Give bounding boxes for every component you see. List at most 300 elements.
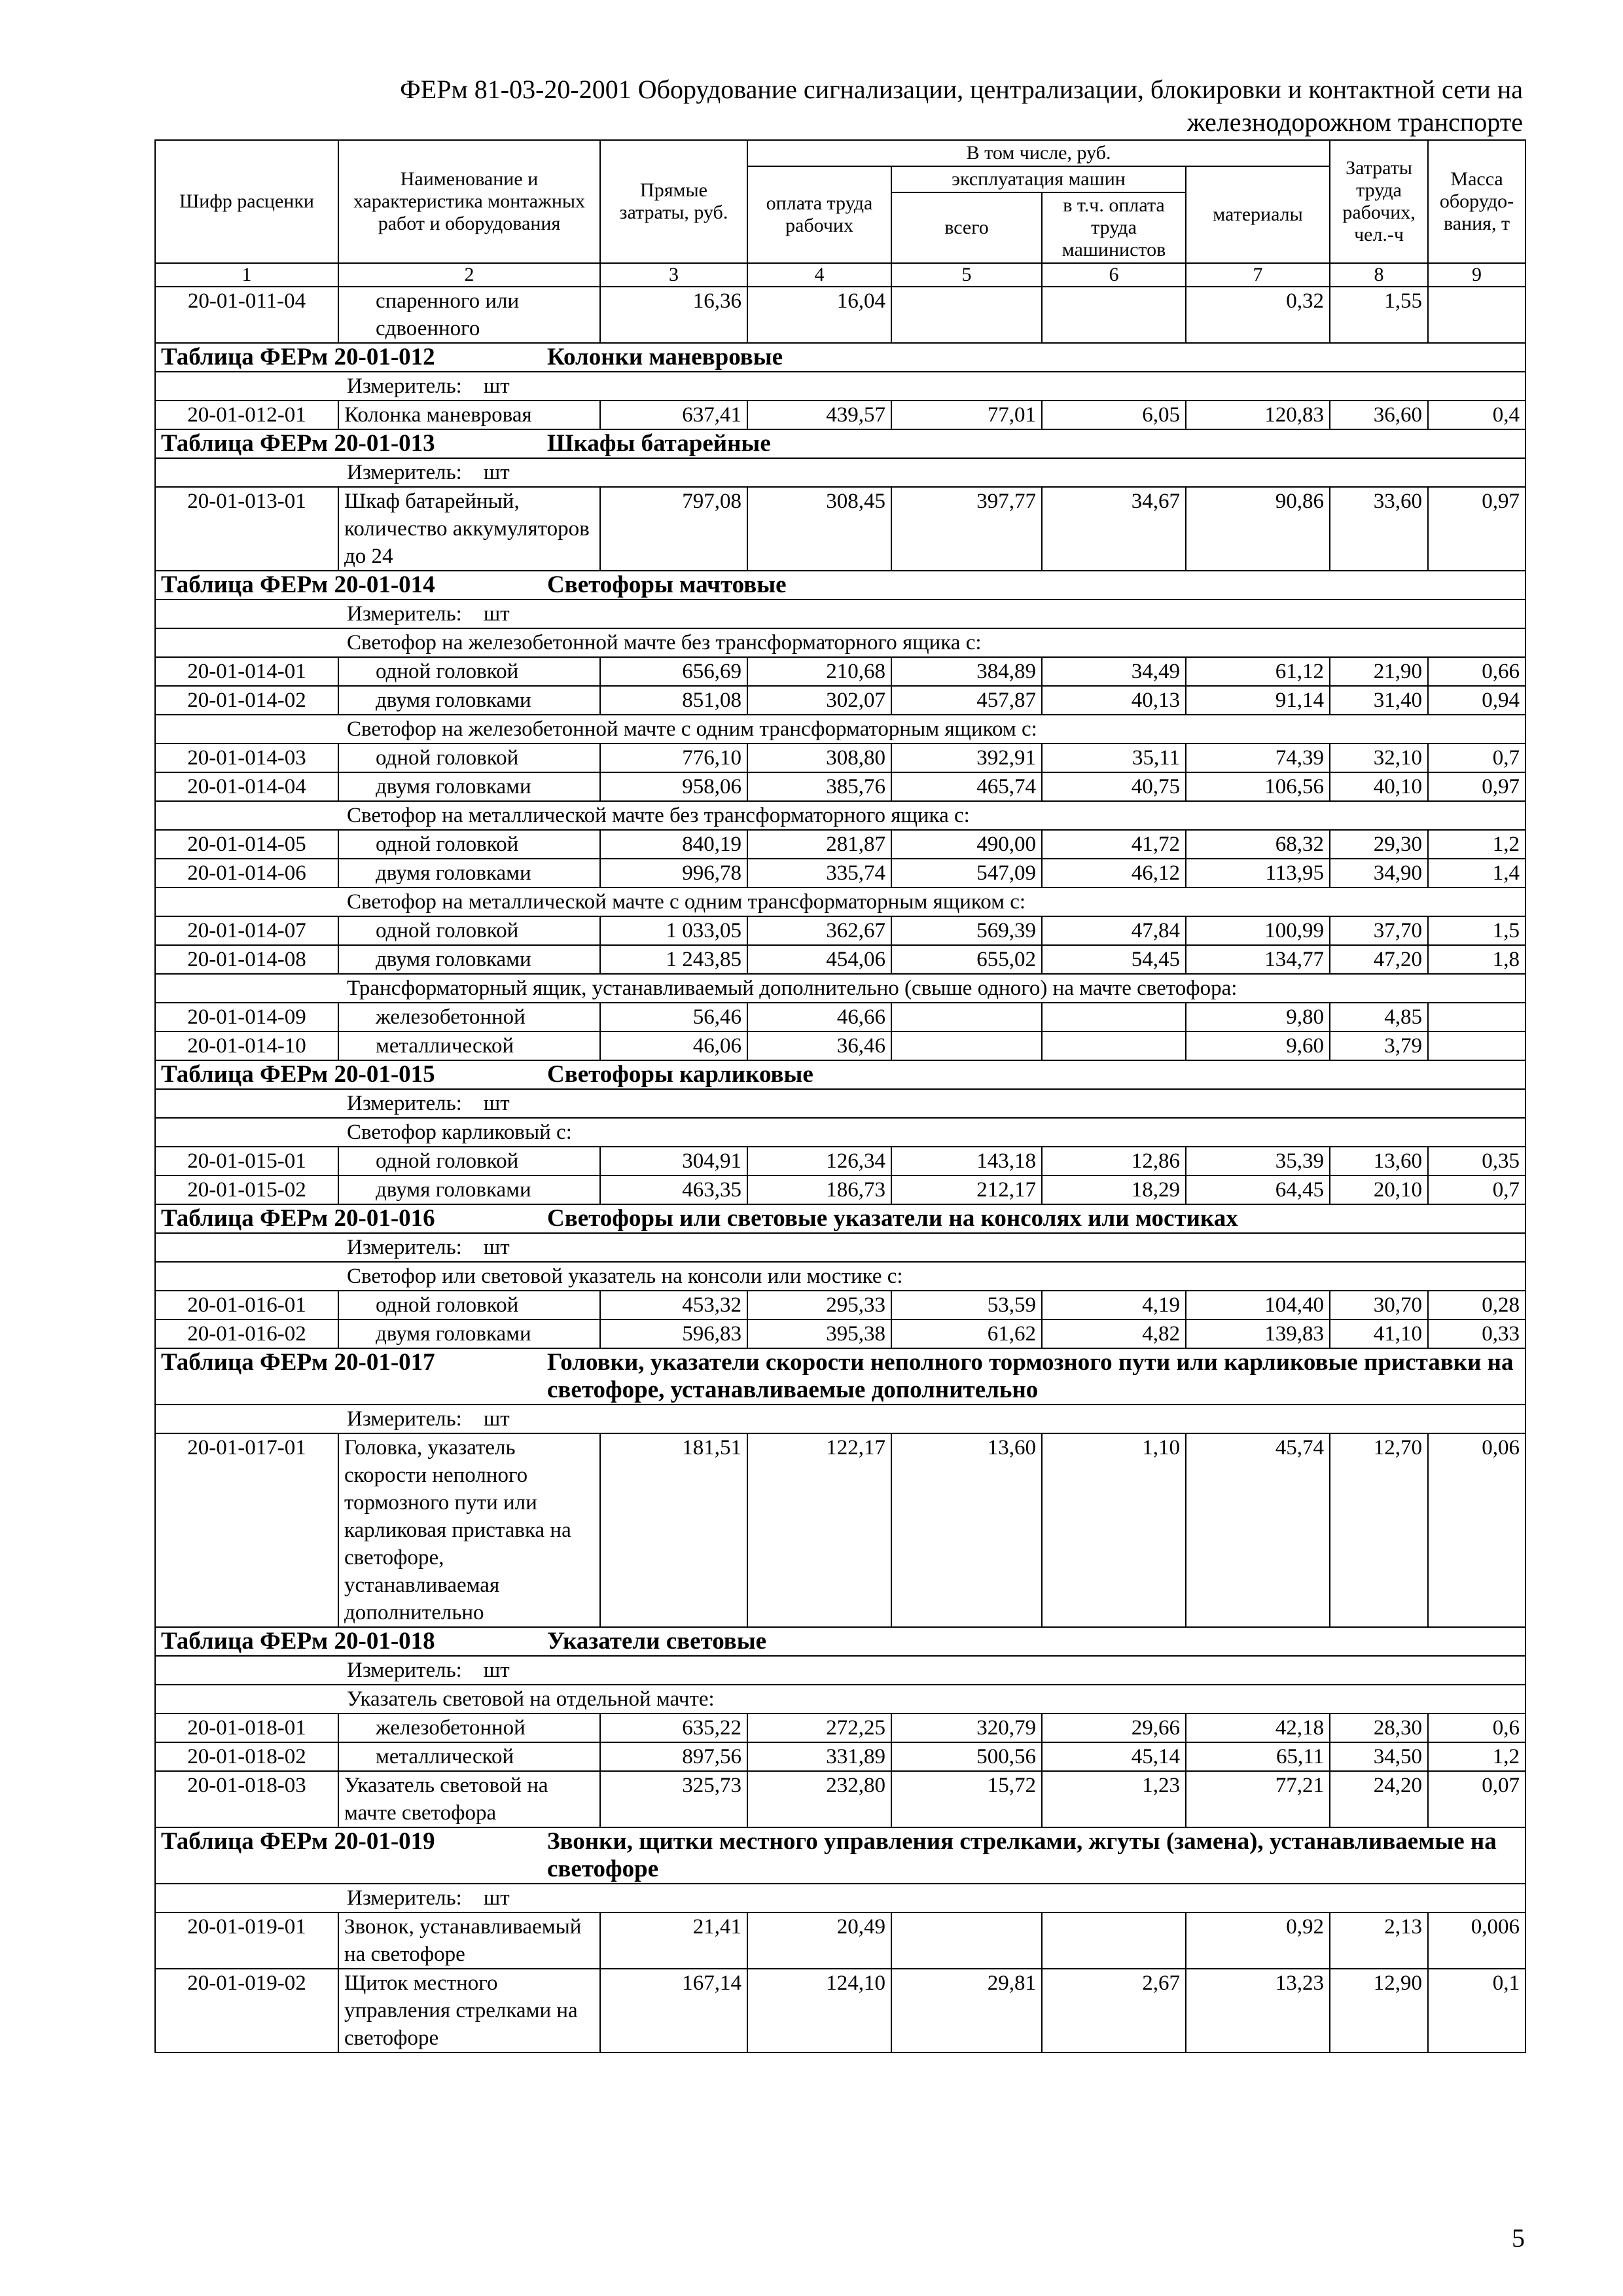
table-row — [155, 744, 1525, 772]
direct-cost: 797,08 — [600, 487, 747, 571]
measure-label: Измеритель: — [347, 602, 462, 626]
col-mass-header: Масса оборудо-вания, т — [1428, 140, 1525, 263]
materials: 9,60 — [1186, 1031, 1330, 1060]
materials: 100,99 — [1186, 916, 1330, 945]
rate-code: 20-01-014-05 — [155, 830, 338, 859]
table-title-cell — [155, 343, 1525, 372]
machines-pay: 4,82 — [1042, 1319, 1186, 1348]
measure-unit: шт — [483, 1092, 510, 1115]
table-row — [155, 1433, 1525, 1627]
labor-hours: 12,70 — [1330, 1433, 1428, 1627]
machines-total: 392,91 — [891, 744, 1042, 772]
rate-code: 20-01-014-10 — [155, 1031, 338, 1060]
subheading-row — [155, 628, 1525, 657]
direct-cost: 325,73 — [600, 1771, 747, 1827]
rate-code: 20-01-011-04 — [155, 287, 338, 343]
table-title-cell — [155, 1827, 1525, 1884]
subheading: Трансформаторный ящик, устанавливаемый дополнительно (свыше одного) на мачте светофора: — [155, 974, 1525, 1003]
measure-cell — [155, 600, 1525, 628]
direct-cost: 897,56 — [600, 1742, 747, 1771]
subheading: Светофор на металлической мачте без трансформаторного ящика с: — [155, 801, 1525, 830]
materials: 45,74 — [1186, 1433, 1330, 1627]
labor-pay: 36,46 — [747, 1031, 891, 1060]
table-row — [155, 1771, 1525, 1827]
labor-hours: 37,70 — [1330, 916, 1428, 945]
work-name: двумя головками — [338, 772, 600, 801]
subheading: Светофор на металлической мачте с одним трансформаторным ящиком с: — [155, 888, 1525, 916]
equipment-mass — [1428, 1003, 1525, 1031]
machines-pay: 40,13 — [1042, 686, 1186, 715]
machines-pay: 12,86 — [1042, 1147, 1186, 1175]
col-direct-header: Прямые затраты, руб. — [600, 140, 747, 263]
table-name: Шкафы батарейные — [547, 430, 771, 457]
table-number: Таблица ФЕРм 20-01-013 — [161, 430, 435, 457]
materials: 139,83 — [1186, 1319, 1330, 1348]
rate-code: 20-01-014-03 — [155, 744, 338, 772]
table-name: Указатели световые — [547, 1628, 767, 1655]
work-name: двумя головками — [338, 859, 600, 888]
direct-cost: 1 033,05 — [600, 916, 747, 945]
machines-pay: 34,67 — [1042, 487, 1186, 571]
work-name: железобетонной — [338, 1003, 600, 1031]
table-title-cell — [155, 1627, 1525, 1656]
measure-row — [155, 1884, 1525, 1912]
table-row — [155, 1319, 1525, 1348]
materials: 9,80 — [1186, 1003, 1330, 1031]
labor-hours: 12,90 — [1330, 1969, 1428, 2053]
direct-cost: 46,06 — [600, 1031, 747, 1060]
measure-unit: шт — [483, 602, 510, 626]
page-header — [151, 73, 1523, 139]
materials: 61,12 — [1186, 657, 1330, 686]
column-number: 8 — [1330, 263, 1428, 287]
subheading: Светофор на железобетонной мачте без трансформаторного ящика с: — [155, 628, 1525, 657]
labor-pay: 308,80 — [747, 744, 891, 772]
equipment-mass: 0,94 — [1428, 686, 1525, 715]
machines-total: 143,18 — [891, 1147, 1042, 1175]
direct-cost: 637,41 — [600, 401, 747, 429]
table-row — [155, 772, 1525, 801]
work-name: одной головкой — [338, 916, 600, 945]
table-title-cell — [155, 1060, 1525, 1089]
table-title-row — [155, 1204, 1525, 1233]
direct-cost: 463,35 — [600, 1175, 747, 1204]
labor-pay: 124,10 — [747, 1969, 891, 2053]
materials: 64,45 — [1186, 1175, 1330, 1204]
rate-code: 20-01-016-02 — [155, 1319, 338, 1348]
work-name: двумя головками — [338, 1175, 600, 1204]
table-title-row — [155, 1348, 1525, 1405]
materials: 13,23 — [1186, 1969, 1330, 2053]
table-number: Таблица ФЕРм 20-01-012 — [161, 344, 435, 370]
machines-total: 490,00 — [891, 830, 1042, 859]
column-numbers-row — [155, 263, 1525, 287]
table-title-row — [155, 343, 1525, 372]
rate-code: 20-01-019-02 — [155, 1969, 338, 2053]
direct-cost: 840,19 — [600, 830, 747, 859]
labor-hours: 2,13 — [1330, 1912, 1428, 1969]
machines-pay: 54,45 — [1042, 945, 1186, 974]
labor-pay: 335,74 — [747, 859, 891, 888]
equipment-mass: 0,66 — [1428, 657, 1525, 686]
materials: 104,40 — [1186, 1291, 1330, 1319]
direct-cost: 776,10 — [600, 744, 747, 772]
machines-pay: 1,10 — [1042, 1433, 1186, 1627]
machines-total — [891, 287, 1042, 343]
table-name: Светофоры мачтовые — [547, 571, 787, 598]
work-name: одной головкой — [338, 1291, 600, 1319]
rate-code: 20-01-012-01 — [155, 401, 338, 429]
direct-cost: 304,91 — [600, 1147, 747, 1175]
labor-pay: 302,07 — [747, 686, 891, 715]
materials: 35,39 — [1186, 1147, 1330, 1175]
labor-pay: 331,89 — [747, 1742, 891, 1771]
labor-hours: 3,79 — [1330, 1031, 1428, 1060]
materials: 91,14 — [1186, 686, 1330, 715]
rate-code: 20-01-018-02 — [155, 1742, 338, 1771]
work-name: металлической — [338, 1742, 600, 1771]
column-number: 2 — [338, 263, 600, 287]
equipment-mass: 1,2 — [1428, 1742, 1525, 1771]
table-row — [155, 1291, 1525, 1319]
machines-pay — [1042, 1031, 1186, 1060]
materials: 77,21 — [1186, 1771, 1330, 1827]
machines-pay: 29,66 — [1042, 1713, 1186, 1742]
direct-cost: 56,46 — [600, 1003, 747, 1031]
labor-hours: 30,70 — [1330, 1291, 1428, 1319]
equipment-mass: 0,7 — [1428, 744, 1525, 772]
work-name: двумя головками — [338, 945, 600, 974]
measure-row — [155, 1656, 1525, 1685]
table-number: Таблица ФЕРм 20-01-017 — [161, 1349, 435, 1376]
labor-pay: 272,25 — [747, 1713, 891, 1742]
direct-cost: 635,22 — [600, 1713, 747, 1742]
table-title — [161, 430, 1520, 457]
direct-cost: 16,36 — [600, 287, 747, 343]
machines-total: 212,17 — [891, 1175, 1042, 1204]
column-number: 1 — [155, 263, 338, 287]
machines-total: 457,87 — [891, 686, 1042, 715]
subheading-row — [155, 1118, 1525, 1147]
table-row — [155, 859, 1525, 888]
direct-cost: 851,08 — [600, 686, 747, 715]
machines-pay: 45,14 — [1042, 1742, 1186, 1771]
subheading: Светофор карликовый с: — [155, 1118, 1525, 1147]
column-number: 9 — [1428, 263, 1525, 287]
table-title-row — [155, 1060, 1525, 1089]
table-title — [161, 1061, 1520, 1088]
machines-total: 655,02 — [891, 945, 1042, 974]
machines-pay: 34,49 — [1042, 657, 1186, 686]
machines-total: 547,09 — [891, 859, 1042, 888]
subheading-row — [155, 1262, 1525, 1291]
col-materials-header: материалы — [1186, 166, 1330, 263]
labor-hours: 29,30 — [1330, 830, 1428, 859]
table-title-cell — [155, 1204, 1525, 1233]
labor-pay: 385,76 — [747, 772, 891, 801]
work-name: Щиток местного управления стрелками на светофоре — [338, 1969, 600, 2053]
labor-hours: 32,10 — [1330, 744, 1428, 772]
measure-label: Измеритель: — [347, 1407, 462, 1431]
direct-cost: 21,41 — [600, 1912, 747, 1969]
measure-cell — [155, 1656, 1525, 1685]
table-title — [161, 571, 1520, 599]
labor-hours: 21,90 — [1330, 657, 1428, 686]
table-number: Таблица ФЕРм 20-01-016 — [161, 1205, 435, 1232]
labor-pay: 454,06 — [747, 945, 891, 974]
equipment-mass: 0,97 — [1428, 487, 1525, 571]
labor-pay: 210,68 — [747, 657, 891, 686]
subheading: Светофор или световой указатель на консоли или мостике с: — [155, 1262, 1525, 1291]
equipment-mass: 1,4 — [1428, 859, 1525, 888]
labor-pay: 439,57 — [747, 401, 891, 429]
equipment-mass: 1,5 — [1428, 916, 1525, 945]
price-table — [154, 139, 1526, 2053]
rate-code: 20-01-014-02 — [155, 686, 338, 715]
work-name: двумя головками — [338, 1319, 600, 1348]
materials: 90,86 — [1186, 487, 1330, 571]
machines-total — [891, 1031, 1042, 1060]
machines-pay: 2,67 — [1042, 1969, 1186, 2053]
equipment-mass: 0,7 — [1428, 1175, 1525, 1204]
materials: 106,56 — [1186, 772, 1330, 801]
direct-cost: 996,78 — [600, 859, 747, 888]
machines-pay — [1042, 287, 1186, 343]
subheading: Указатель световой на отдельной мачте: — [155, 1685, 1525, 1713]
column-number: 3 — [600, 263, 747, 287]
work-name: одной головкой — [338, 744, 600, 772]
labor-pay: 16,04 — [747, 287, 891, 343]
rate-code: 20-01-014-06 — [155, 859, 338, 888]
measure-cell — [155, 458, 1525, 487]
machines-pay — [1042, 1912, 1186, 1969]
equipment-mass: 0,4 — [1428, 401, 1525, 429]
rate-code: 20-01-014-09 — [155, 1003, 338, 1031]
table-name: Головки, указатели скорости неполного тормозного пути или карликовые приставки на светофоре, устанавливаемые дополнительно — [547, 1349, 1514, 1403]
labor-hours: 13,60 — [1330, 1147, 1428, 1175]
measure-cell — [155, 1233, 1525, 1262]
table-row — [155, 487, 1525, 571]
measure-unit: шт — [483, 1407, 510, 1431]
work-name: одной головкой — [338, 657, 600, 686]
table-row — [155, 916, 1525, 945]
table-row — [155, 686, 1525, 715]
work-name: двумя головками — [338, 686, 600, 715]
table-number: Таблица ФЕРм 20-01-015 — [161, 1061, 435, 1088]
measure-row — [155, 1405, 1525, 1433]
measure-unit: шт — [483, 1659, 510, 1682]
machines-pay: 47,84 — [1042, 916, 1186, 945]
measure-unit: шт — [483, 461, 510, 484]
rate-code: 20-01-014-04 — [155, 772, 338, 801]
labor-hours: 40,10 — [1330, 772, 1428, 801]
table-row — [155, 657, 1525, 686]
measure-cell — [155, 1089, 1525, 1118]
direct-cost: 453,32 — [600, 1291, 747, 1319]
machines-total: 61,62 — [891, 1319, 1042, 1348]
table-name: Светофоры или световые указатели на консолях или мостиках — [547, 1205, 1238, 1232]
work-name: Звонок, устанавливаемый на светофоре — [338, 1912, 600, 1969]
measure-row — [155, 600, 1525, 628]
table-row — [155, 1742, 1525, 1771]
table-title-row — [155, 571, 1525, 600]
measure-row — [155, 1089, 1525, 1118]
measure-cell — [155, 372, 1525, 401]
measure-label: Измеритель: — [347, 1092, 462, 1115]
machines-total: 569,39 — [891, 916, 1042, 945]
table-row — [155, 1969, 1525, 2053]
col-name-header: Наименование и характеристика монтажных работ и оборудования — [338, 140, 600, 263]
machines-total — [891, 1003, 1042, 1031]
labor-hours: 34,50 — [1330, 1742, 1428, 1771]
machines-pay: 18,29 — [1042, 1175, 1186, 1204]
labor-hours: 41,10 — [1330, 1319, 1428, 1348]
table-title-row — [155, 1827, 1525, 1884]
direct-cost: 1 243,85 — [600, 945, 747, 974]
equipment-mass: 0,28 — [1428, 1291, 1525, 1319]
column-number: 5 — [891, 263, 1042, 287]
rate-code: 20-01-015-02 — [155, 1175, 338, 1204]
labor-pay: 122,17 — [747, 1433, 891, 1627]
table-row — [155, 1912, 1525, 1969]
equipment-mass: 0,07 — [1428, 1771, 1525, 1827]
measure-label: Измеритель: — [347, 461, 462, 484]
labor-pay: 126,34 — [747, 1147, 891, 1175]
subheading-row — [155, 1685, 1525, 1713]
table-number: Таблица ФЕРм 20-01-019 — [161, 1828, 435, 1855]
subheading-row — [155, 715, 1525, 744]
labor-hours: 4,85 — [1330, 1003, 1428, 1031]
table-row — [155, 401, 1525, 429]
column-number: 4 — [747, 263, 891, 287]
machines-total: 465,74 — [891, 772, 1042, 801]
table-row — [155, 287, 1525, 343]
direct-cost: 181,51 — [600, 1433, 747, 1627]
direct-cost: 167,14 — [600, 1969, 747, 2053]
measure-row — [155, 1233, 1525, 1262]
direct-cost: 596,83 — [600, 1319, 747, 1348]
materials: 113,95 — [1186, 859, 1330, 888]
machines-total: 397,77 — [891, 487, 1042, 571]
machines-total: 384,89 — [891, 657, 1042, 686]
table-name: Звонки, щитки местного управления стрелками, жгуты (замена), устанавливаемые на светофоре — [547, 1828, 1497, 1882]
table-title — [161, 1205, 1520, 1232]
table-row — [155, 945, 1525, 974]
machines-pay: 46,12 — [1042, 859, 1186, 888]
table-row — [155, 1147, 1525, 1175]
machines-pay: 4,19 — [1042, 1291, 1186, 1319]
work-name: спаренного или сдвоенного — [338, 287, 600, 343]
equipment-mass: 0,35 — [1428, 1147, 1525, 1175]
subheading-row — [155, 801, 1525, 830]
measure-row — [155, 458, 1525, 487]
measure-cell — [155, 1405, 1525, 1433]
labor-hours: 36,60 — [1330, 401, 1428, 429]
work-name: Шкаф батарейный, количество аккумуляторов до 24 — [338, 487, 600, 571]
table-title — [161, 1828, 1520, 1883]
materials: 68,32 — [1186, 830, 1330, 859]
work-name: железобетонной — [338, 1713, 600, 1742]
col-incl-header: В том числе, руб. — [747, 140, 1330, 166]
table-row — [155, 1003, 1525, 1031]
machines-total: 29,81 — [891, 1969, 1042, 2053]
machines-total: 320,79 — [891, 1713, 1042, 1742]
labor-hours: 47,20 — [1330, 945, 1428, 974]
labor-hours: 1,55 — [1330, 287, 1428, 343]
page-number: 5 — [1512, 2223, 1525, 2253]
machines-pay: 1,23 — [1042, 1771, 1186, 1827]
column-number: 7 — [1186, 263, 1330, 287]
table-row — [155, 1175, 1525, 1204]
table-title-cell — [155, 429, 1525, 458]
labor-pay: 46,66 — [747, 1003, 891, 1031]
measure-label: Измеритель: — [347, 374, 462, 398]
rate-code: 20-01-013-01 — [155, 487, 338, 571]
direct-cost: 656,69 — [600, 657, 747, 686]
machines-pay: 41,72 — [1042, 830, 1186, 859]
machines-total: 53,59 — [891, 1291, 1042, 1319]
table-row — [155, 1031, 1525, 1060]
table-body — [155, 287, 1525, 2053]
machines-pay: 6,05 — [1042, 401, 1186, 429]
table-row — [155, 1713, 1525, 1742]
rate-code: 20-01-019-01 — [155, 1912, 338, 1969]
rate-code: 20-01-017-01 — [155, 1433, 338, 1627]
machines-total: 13,60 — [891, 1433, 1042, 1627]
col-machines-total-header: всего — [891, 192, 1042, 263]
rate-code: 20-01-018-01 — [155, 1713, 338, 1742]
measure-label: Измеритель: — [347, 1236, 462, 1259]
table-number: Таблица ФЕРм 20-01-018 — [161, 1628, 435, 1655]
table-title-row — [155, 429, 1525, 458]
work-name: Головка, указатель скорости неполного тормозного пути или карликовая приставка на светофоре, устанавливаемая дополнительно — [338, 1433, 600, 1627]
subheading: Светофор на железобетонной мачте с одним трансформаторным ящиком с: — [155, 715, 1525, 744]
labor-hours: 24,20 — [1330, 1771, 1428, 1827]
header-title-line1: ФЕРм 81-03-20-2001 Оборудование сигнализации, централизации, блокировки и контактной сети на — [400, 75, 1523, 104]
machines-pay — [1042, 1003, 1186, 1031]
col-code-header: Шифр расценки — [155, 140, 338, 263]
work-name: одной головкой — [338, 1147, 600, 1175]
work-name: Колонка маневровая — [338, 401, 600, 429]
labor-pay: 232,80 — [747, 1771, 891, 1827]
table-title-row — [155, 1627, 1525, 1656]
col-machines-pay-header: в т.ч. оплата труда машинистов — [1042, 192, 1186, 263]
subheading-row — [155, 974, 1525, 1003]
equipment-mass — [1428, 1031, 1525, 1060]
equipment-mass: 1,2 — [1428, 830, 1525, 859]
machines-total: 77,01 — [891, 401, 1042, 429]
rate-code: 20-01-014-08 — [155, 945, 338, 974]
labor-pay: 186,73 — [747, 1175, 891, 1204]
materials: 0,32 — [1186, 287, 1330, 343]
direct-cost: 958,06 — [600, 772, 747, 801]
materials: 120,83 — [1186, 401, 1330, 429]
machines-total — [891, 1912, 1042, 1969]
equipment-mass: 0,97 — [1428, 772, 1525, 801]
equipment-mass: 0,33 — [1428, 1319, 1525, 1348]
table-title — [161, 1349, 1520, 1404]
machines-total: 15,72 — [891, 1771, 1042, 1827]
equipment-mass: 0,1 — [1428, 1969, 1525, 2053]
measure-row — [155, 372, 1525, 401]
rate-code: 20-01-015-01 — [155, 1147, 338, 1175]
rate-code: 20-01-014-07 — [155, 916, 338, 945]
measure-label: Измеритель: — [347, 1886, 462, 1910]
measure-unit: шт — [483, 374, 510, 398]
table-name: Светофоры карликовые — [547, 1061, 813, 1088]
table-number: Таблица ФЕРм 20-01-014 — [161, 571, 435, 598]
header-title-line2: железнодорожном транспорте — [1186, 107, 1523, 137]
